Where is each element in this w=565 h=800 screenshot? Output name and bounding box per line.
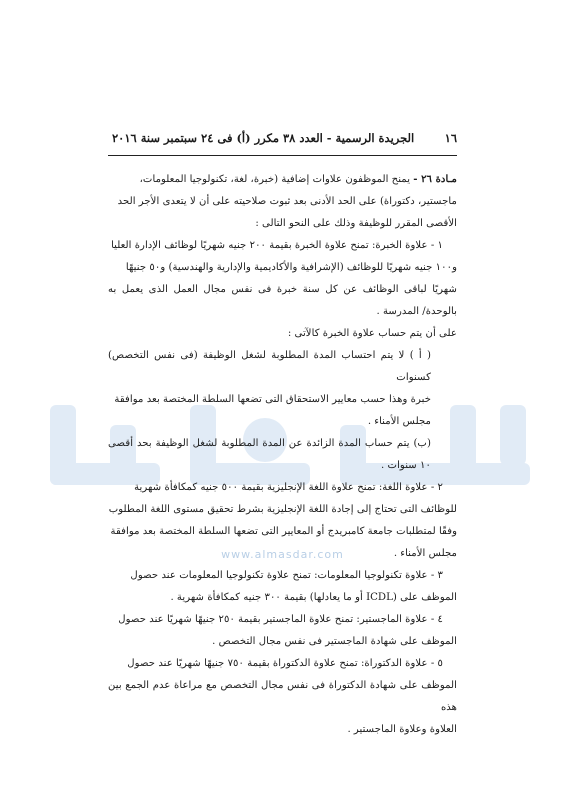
clause-language-cont: مجلس الأمناء . — [393, 548, 457, 559]
clause-doctorate-cont: الموظف على شهادة الدكتوراة فى نفس مجال التخصص مع مراعاة عدم الجمع بين هذه — [108, 680, 457, 713]
clause-it-cont: الموظف على (ICDL أو ما يعادلها) بقيمة ٣٠٠ جنيه كمكافأة شهرية . — [170, 592, 457, 603]
clause-language-cont: وفقًا لمتطلبات جامعة كامبريدج أو المعايير التى تضعها السلطة المختصة بعد موافقة — [110, 526, 457, 537]
clause-language: ٢ - علاوة اللغة: تمنح علاوة اللغة الإنجليزية بقيمة ٥٠٠ جنيه كمكافأة شهرية — [134, 482, 443, 493]
clause-doctorate-cont: العلاوة وعلاوة الماجستير . — [347, 724, 457, 735]
clause-masters-cont: الموظف على شهادة الماجستير فى نفس مجال التخصص . — [212, 636, 457, 647]
subclause-a-cont: خبرة وهذا حسب معايير الاستحقاق التى تضعها السلطة المختصة بعد موافقة — [114, 394, 431, 405]
clause-experience-cont: و١٠٠ جنيه شهريًا للوظائف (الإشرافية والأكاديمية والإدارية والهندسية) و٥٠ جنيهًا — [125, 262, 457, 273]
clause-language-cont: للوظائف التى تحتاج إلى إجادة اللغة الإنجليزية بشرط تحقيق مستوى اللغة المطلوب — [108, 504, 457, 515]
article-intro-line: ماجستير، دكتوراة) على الحد الأدنى بعد ثبوت صلاحيته على أن لا يتعدى الأجر الحد — [117, 196, 457, 207]
clause-experience: ١ - علاوة الخبرة: تمنح علاوة الخبرة بقيمة ٢٠٠ جنيه شهريًا لوظائف الإدارة العليا — [111, 240, 443, 251]
page-number: ١٦ — [444, 131, 457, 145]
header-divider — [108, 155, 457, 156]
clause-masters: ٤ - علاوة الماجستير: تمنح علاوة الماجستير بقيمة ٢٥٠ جنيهًا شهريًا عند حصول — [118, 614, 443, 625]
article-intro-line: مـادة ٢٦ - يمنح الموظفون علاوات إضافية (خبرة، لغة، تكنولوجيا المعلومات، — [139, 173, 457, 185]
article-intro-line: الأقصى المقرر للوظيفة وذلك على النحو التالى : — [255, 218, 457, 229]
article-label: مـادة ٢٦ - — [413, 173, 457, 185]
page-header — [112, 131, 457, 149]
clause-doctorate: ٥ - علاوة الدكتوراة: تمنح علاوة الدكتوراة بقيمة ٧٥٠ جنيهًا شهريًا عند حصول — [127, 658, 443, 669]
clause-experience-cont: شهريًا لباقى الوظائف عن كل سنة خبرة فى نفس مجال العمل الذى يعمل به بالوحدة/ المدرسة . — [108, 284, 457, 317]
article-body — [108, 168, 457, 741]
subclause-a-cont: مجلس الأمناء . — [367, 416, 431, 427]
watermark-url: www.almasdar.com — [221, 548, 344, 561]
subclause-a: ( أ ) لا يتم احتساب المدة المطلوبة لشغل الوظيفة (فى نفس التخصص) كسنوات — [108, 350, 431, 383]
gazette-title: الجريدة الرسمية - العدد ٣٨ مكرر (أ) فى ٢٤ سبتمبر سنة ٢٠١٦ — [112, 131, 415, 145]
clause-it: ٣ - علاوة تكنولوجيا المعلومات: تمنح علاوة تكنولوجيا المعلومات عند حصول — [130, 570, 443, 581]
subclause-b: (ب) يتم حساب المدة الزائدة عن المدة المطلوبة لشغل الوظيفة بحد أقصى ١٠ سنوات . — [108, 438, 431, 471]
clause-experience-cont: على أن يتم حساب علاوة الخبرة كالآتى : — [287, 328, 457, 339]
